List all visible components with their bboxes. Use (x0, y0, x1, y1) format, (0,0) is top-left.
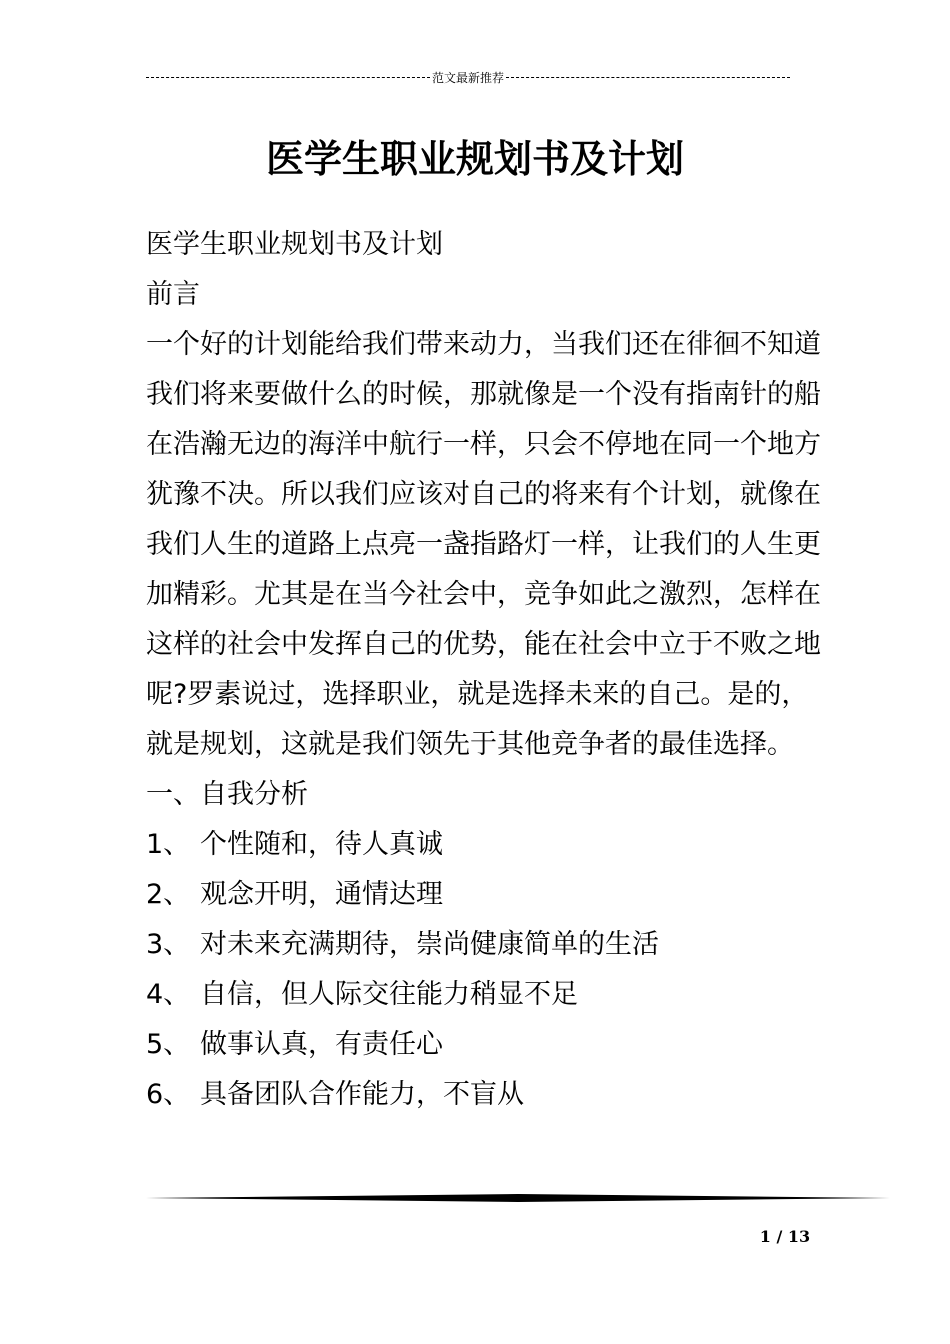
list-number: 2、 (146, 879, 191, 910)
list-item (146, 1020, 826, 1070)
list-number: 6、 (146, 1079, 191, 1110)
list-text: 具备团队合作能力，不盲从 (200, 1079, 524, 1110)
list-number: 5、 (146, 1029, 191, 1060)
list-item (146, 870, 826, 920)
list-item (146, 970, 826, 1020)
page-number: 1 / 13 (759, 1227, 811, 1246)
document-body (146, 220, 826, 1120)
header-text: 范文最新推荐 (432, 70, 505, 85)
list-item (146, 1070, 826, 1120)
list-text: 做事认真，有责任心 (200, 1029, 443, 1060)
list-number: 3、 (146, 929, 191, 960)
document-title: 医学生职业规划书及计划 (265, 137, 684, 181)
list-text: 对未来充满期待，崇尚健康简单的生活 (200, 929, 659, 960)
footer-rule (146, 1193, 890, 1203)
subtitle-paragraph: 医学生职业规划书及计划 (146, 229, 443, 260)
list-number: 4、 (146, 979, 191, 1010)
list-text: 自信，但人际交往能力稍显不足 (200, 979, 578, 1010)
section-heading: 一、自我分析 (146, 779, 308, 810)
list-item (146, 920, 826, 970)
list-text: 个性随和，待人真诚 (200, 829, 443, 860)
preface-heading: 前言 (146, 279, 200, 310)
preface-paragraph: 一个好的计划能给我们带来动力，当我们还在徘徊不知道我们将来要做什么的时候，那就像是一个没有指南针的船在浩瀚无边的海洋中航行一样，只会不停地在同一个地方犹豫不决。所以我们应该对自己的将来有个计划，就像在我们人生的道路上点亮一盏指路灯一样，让我们的人生更加精彩。尤其是在当今社会中，竞争如此之激烈，怎样在这样的社会中发挥自己的优势，能在社会中立于不败之地呢?罗素说过，选择职业，就是选择未来的自己。是的，就是规划，这就是我们领先于其他竞争者的最佳选择。 (146, 329, 821, 760)
list-item (146, 820, 826, 870)
list-number: 1、 (146, 829, 191, 860)
list-text: 观念开明，通情达理 (200, 879, 443, 910)
header-dash-left (146, 77, 430, 78)
page-header (146, 68, 790, 86)
header-dash-right (506, 77, 790, 78)
